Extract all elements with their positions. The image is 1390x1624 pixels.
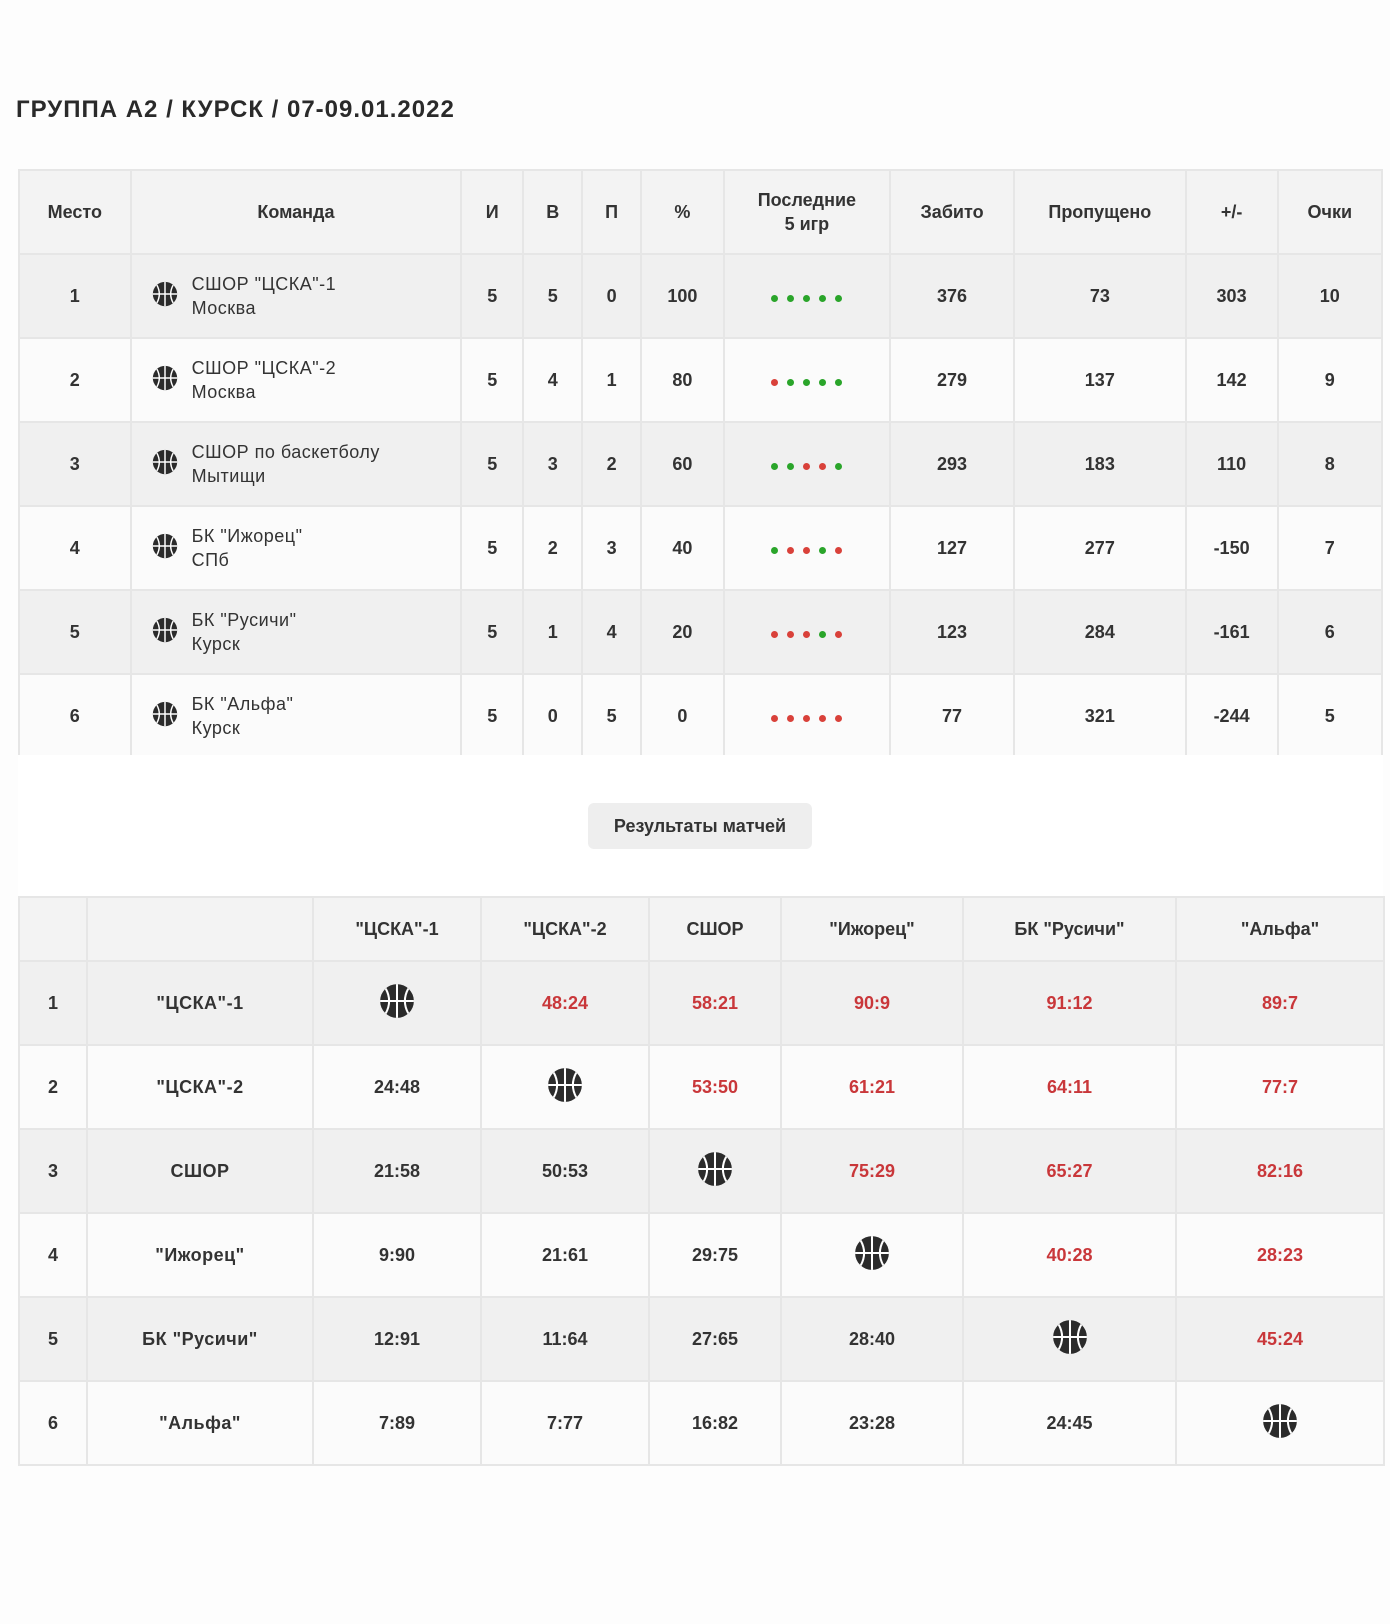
header-last5-line2: 5 игр — [784, 214, 830, 234]
header-last5-line1: Последние — [757, 190, 857, 210]
standings-table — [18, 169, 1383, 759]
header-team: Команда — [131, 170, 462, 254]
conceded-cell: 277 — [1014, 506, 1186, 590]
points-cell: 8 — [1278, 422, 1382, 506]
losses-cell: 0 — [582, 254, 641, 338]
self-match-cell — [1176, 1381, 1384, 1465]
matrix-row-team: "ЦСКА"-2 — [87, 1045, 313, 1129]
matrix-row — [19, 1129, 1384, 1213]
wins-cell: 3 — [523, 422, 582, 506]
place-cell: 3 — [19, 422, 131, 506]
team-cell — [131, 590, 462, 674]
header-losses: П — [582, 170, 641, 254]
team-info — [152, 272, 460, 320]
percent-cell: 100 — [641, 254, 724, 338]
last5-dots — [771, 547, 842, 554]
team-names — [192, 440, 380, 488]
loss-dot — [771, 715, 778, 722]
losses-cell: 5 — [582, 674, 641, 758]
win-dot — [819, 631, 826, 638]
team-names — [192, 692, 294, 740]
header-conceded: Пропущено — [1014, 170, 1186, 254]
win-dot — [819, 379, 826, 386]
conceded-cell: 284 — [1014, 590, 1186, 674]
matrix-row-number: 4 — [19, 1213, 87, 1297]
team-info — [152, 524, 460, 572]
loss-dot — [803, 547, 810, 554]
win-dot — [787, 379, 794, 386]
score-cell: 7:77 — [481, 1381, 649, 1465]
standings-row — [19, 674, 1382, 758]
score-cell: 50:53 — [481, 1129, 649, 1213]
header-diff: +/- — [1186, 170, 1278, 254]
team-names — [192, 524, 303, 572]
team-name[interactable]: СШОР "ЦСКА"-2 — [191, 358, 337, 378]
team-info — [152, 692, 460, 740]
wins-cell: 5 — [523, 254, 582, 338]
loss-dot — [835, 547, 842, 554]
score-cell: 89:7 — [1176, 961, 1384, 1045]
place-cell: 5 — [19, 590, 131, 674]
diff-cell: -150 — [1186, 506, 1278, 590]
score-cell: 7:89 — [313, 1381, 481, 1465]
scored-cell: 376 — [890, 254, 1014, 338]
team-cell — [131, 338, 462, 422]
basketball-icon — [697, 1151, 733, 1192]
basketball-icon — [152, 533, 178, 564]
win-dot — [787, 295, 794, 302]
diff-cell: -244 — [1186, 674, 1278, 758]
points-cell: 7 — [1278, 506, 1382, 590]
last5-dots — [771, 463, 842, 470]
wins-cell: 2 — [523, 506, 582, 590]
basketball-icon — [1052, 1319, 1088, 1360]
score-cell: 12:91 — [313, 1297, 481, 1381]
matrix-row-number: 2 — [19, 1045, 87, 1129]
team-names — [192, 356, 337, 404]
wins-cell: 4 — [523, 338, 582, 422]
loss-dot — [803, 463, 810, 470]
scored-cell: 123 — [890, 590, 1014, 674]
matrix-row-team: "ЦСКА"-1 — [87, 961, 313, 1045]
win-dot — [803, 379, 810, 386]
score-cell: 9:90 — [313, 1213, 481, 1297]
win-dot — [819, 547, 826, 554]
basketball-icon — [152, 701, 178, 732]
matrix-column-header: "ЦСКА"-1 — [313, 897, 481, 961]
team-info — [152, 440, 460, 488]
matrix-row — [19, 1381, 1384, 1465]
last5-dots — [771, 715, 842, 722]
win-dot — [771, 547, 778, 554]
place-cell: 6 — [19, 674, 131, 758]
self-match-cell — [781, 1213, 963, 1297]
matrix-row — [19, 961, 1384, 1045]
score-cell: 24:48 — [313, 1045, 481, 1129]
scored-cell: 279 — [890, 338, 1014, 422]
loss-dot — [787, 715, 794, 722]
team-info — [152, 356, 460, 404]
score-cell: 61:21 — [781, 1045, 963, 1129]
team-name[interactable]: БК "Русичи" — [191, 610, 297, 630]
matrix-row-number: 3 — [19, 1129, 87, 1213]
team-city: Курск — [191, 634, 241, 654]
win-dot — [771, 463, 778, 470]
score-cell: 65:27 — [963, 1129, 1176, 1213]
header-place: Место — [19, 170, 131, 254]
loss-dot — [771, 379, 778, 386]
team-name[interactable]: БК "Альфа" — [191, 694, 294, 714]
standings-row — [19, 506, 1382, 590]
conceded-cell: 137 — [1014, 338, 1186, 422]
header-wins: В — [523, 170, 582, 254]
loss-dot — [803, 631, 810, 638]
points-cell: 10 — [1278, 254, 1382, 338]
percent-cell: 40 — [641, 506, 724, 590]
header-points: Очки — [1278, 170, 1382, 254]
score-cell: 90:9 — [781, 961, 963, 1045]
score-cell: 21:58 — [313, 1129, 481, 1213]
games-cell: 5 — [461, 338, 523, 422]
last5-cell — [724, 254, 890, 338]
last5-dots — [771, 631, 842, 638]
last5-cell — [724, 338, 890, 422]
basketball-icon — [1262, 1403, 1298, 1444]
matrix-row-number: 6 — [19, 1381, 87, 1465]
losses-cell: 4 — [582, 590, 641, 674]
self-match-cell — [481, 1045, 649, 1129]
score-cell: 64:11 — [963, 1045, 1176, 1129]
score-cell: 75:29 — [781, 1129, 963, 1213]
scored-cell: 77 — [890, 674, 1014, 758]
conceded-cell: 183 — [1014, 422, 1186, 506]
self-match-cell — [963, 1297, 1176, 1381]
score-cell: 27:65 — [649, 1297, 781, 1381]
matrix-row-team: БК "Русичи" — [87, 1297, 313, 1381]
last5-cell — [724, 590, 890, 674]
basketball-icon — [152, 449, 178, 480]
team-name[interactable]: СШОР "ЦСКА"-1 — [191, 274, 337, 294]
games-cell: 5 — [461, 422, 523, 506]
team-city: Москва — [191, 382, 257, 402]
last5-dots — [771, 379, 842, 386]
score-cell: 16:82 — [649, 1381, 781, 1465]
team-name[interactable]: СШОР по баскетболу — [191, 442, 380, 462]
team-city: СПб — [191, 550, 230, 570]
matrix-row — [19, 1045, 1384, 1129]
standings-row — [19, 590, 1382, 674]
win-dot — [835, 295, 842, 302]
points-cell: 9 — [1278, 338, 1382, 422]
standings-row — [19, 338, 1382, 422]
team-cell — [131, 506, 462, 590]
loss-dot — [803, 715, 810, 722]
wins-cell: 1 — [523, 590, 582, 674]
matrix-column-header: "Альфа" — [1176, 897, 1384, 961]
header-percent: % — [641, 170, 724, 254]
basketball-icon — [854, 1235, 890, 1276]
matrix-row — [19, 1213, 1384, 1297]
self-match-cell — [649, 1129, 781, 1213]
percent-cell: 80 — [641, 338, 724, 422]
score-cell: 28:40 — [781, 1297, 963, 1381]
games-cell: 5 — [461, 590, 523, 674]
last5-cell — [724, 506, 890, 590]
matrix-column-header: СШОР — [649, 897, 781, 961]
matrix-column-header: "Ижорец" — [781, 897, 963, 961]
page-title: ГРУППА А2 / КУРСК / 07-09.01.2022 — [16, 96, 455, 123]
results-matrix-table — [18, 896, 1385, 1466]
loss-dot — [819, 463, 826, 470]
score-cell: 24:45 — [963, 1381, 1176, 1465]
team-cell — [131, 254, 462, 338]
losses-cell: 1 — [582, 338, 641, 422]
score-cell: 21:61 — [481, 1213, 649, 1297]
standings-row — [19, 254, 1382, 338]
diff-cell: 142 — [1186, 338, 1278, 422]
score-cell: 40:28 — [963, 1213, 1176, 1297]
team-city: Москва — [191, 298, 257, 318]
team-names — [192, 608, 297, 656]
score-cell: 48:24 — [481, 961, 649, 1045]
scored-cell: 293 — [890, 422, 1014, 506]
losses-cell: 3 — [582, 506, 641, 590]
diff-cell: 303 — [1186, 254, 1278, 338]
matrix-row-number: 1 — [19, 961, 87, 1045]
header-scored: Забито — [890, 170, 1014, 254]
basketball-icon — [152, 617, 178, 648]
last5-dots — [771, 295, 842, 302]
matrix-column-header: "ЦСКА"-2 — [481, 897, 649, 961]
matrix-header-row — [19, 897, 1384, 961]
score-cell: 29:75 — [649, 1213, 781, 1297]
score-cell: 58:21 — [649, 961, 781, 1045]
team-names — [192, 272, 337, 320]
score-cell: 23:28 — [781, 1381, 963, 1465]
basketball-icon — [152, 281, 178, 312]
matrix-row — [19, 1297, 1384, 1381]
conceded-cell: 321 — [1014, 674, 1186, 758]
matrix-row-team: "Ижорец" — [87, 1213, 313, 1297]
last5-cell — [724, 422, 890, 506]
games-cell: 5 — [461, 674, 523, 758]
match-results-button[interactable]: Результаты матчей — [588, 803, 812, 849]
self-match-cell — [313, 961, 481, 1045]
matrix-header-empty — [87, 897, 313, 961]
team-info — [152, 608, 460, 656]
points-cell: 6 — [1278, 590, 1382, 674]
conceded-cell: 73 — [1014, 254, 1186, 338]
loss-dot — [787, 631, 794, 638]
win-dot — [819, 295, 826, 302]
place-cell: 1 — [19, 254, 131, 338]
header-last5 — [724, 170, 890, 254]
score-cell: 82:16 — [1176, 1129, 1384, 1213]
score-cell: 45:24 — [1176, 1297, 1384, 1381]
team-name[interactable]: БК "Ижорец" — [191, 526, 303, 546]
losses-cell: 2 — [582, 422, 641, 506]
team-city: Курск — [191, 718, 241, 738]
win-dot — [803, 295, 810, 302]
place-cell: 2 — [19, 338, 131, 422]
matrix-row-team: СШОР — [87, 1129, 313, 1213]
standings-header-row — [19, 170, 1382, 254]
loss-dot — [819, 715, 826, 722]
points-cell: 5 — [1278, 674, 1382, 758]
loss-dot — [787, 547, 794, 554]
diff-cell: 110 — [1186, 422, 1278, 506]
percent-cell: 60 — [641, 422, 724, 506]
basketball-icon — [152, 365, 178, 396]
win-dot — [771, 295, 778, 302]
team-cell — [131, 674, 462, 758]
header-games: И — [461, 170, 523, 254]
percent-cell: 0 — [641, 674, 724, 758]
matrix-row-team: "Альфа" — [87, 1381, 313, 1465]
matrix-column-header: БК "Русичи" — [963, 897, 1176, 961]
wins-cell: 0 — [523, 674, 582, 758]
matrix-header-empty — [19, 897, 87, 961]
basketball-icon — [547, 1067, 583, 1108]
place-cell: 4 — [19, 506, 131, 590]
team-city: Мытищи — [191, 466, 266, 486]
score-cell: 91:12 — [963, 961, 1176, 1045]
win-dot — [835, 463, 842, 470]
games-cell: 5 — [461, 254, 523, 338]
score-cell: 77:7 — [1176, 1045, 1384, 1129]
last5-cell — [724, 674, 890, 758]
score-cell: 28:23 — [1176, 1213, 1384, 1297]
score-cell: 11:64 — [481, 1297, 649, 1381]
loss-dot — [835, 715, 842, 722]
loss-dot — [771, 631, 778, 638]
games-cell: 5 — [461, 506, 523, 590]
percent-cell: 20 — [641, 590, 724, 674]
team-cell — [131, 422, 462, 506]
win-dot — [835, 379, 842, 386]
basketball-icon — [379, 983, 415, 1024]
score-cell: 53:50 — [649, 1045, 781, 1129]
diff-cell: -161 — [1186, 590, 1278, 674]
loss-dot — [835, 631, 842, 638]
win-dot — [787, 463, 794, 470]
scored-cell: 127 — [890, 506, 1014, 590]
matrix-row-number: 5 — [19, 1297, 87, 1381]
standings-row — [19, 422, 1382, 506]
